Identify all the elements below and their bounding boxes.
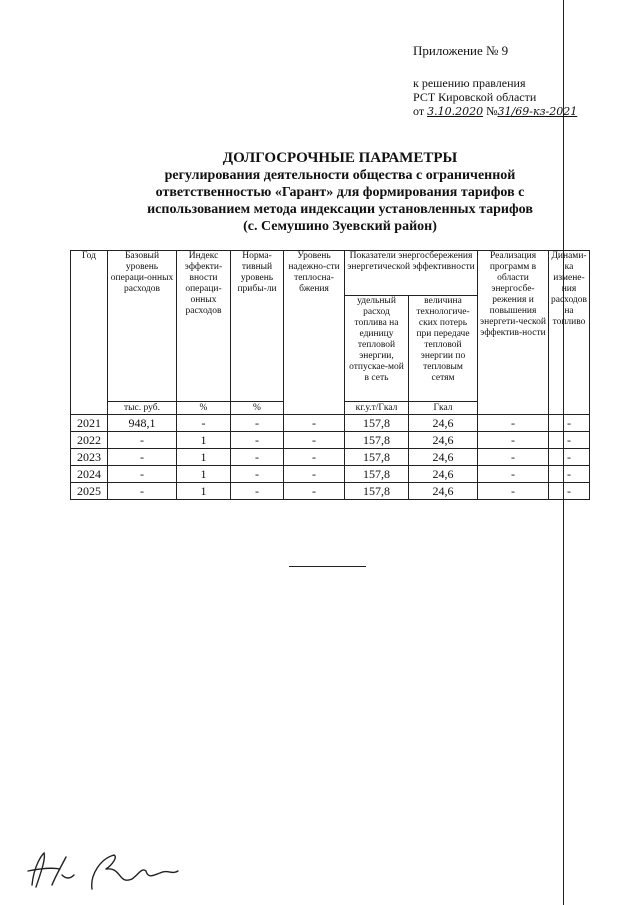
cell-fuel-rate: 157,8 (345, 415, 409, 432)
cell-base-level: - (108, 432, 177, 449)
cell-programs: - (478, 432, 549, 449)
cell-losses: 24,6 (409, 466, 478, 483)
cell-programs: - (478, 415, 549, 432)
decision-line2: РСТ Кировской области (413, 90, 537, 104)
cell-year: 2023 (71, 449, 108, 466)
cell-profit-level: - (231, 483, 284, 500)
cell-losses: 24,6 (409, 483, 478, 500)
cell-fuel-rate: 157,8 (345, 432, 409, 449)
cell-fuel-rate: 157,8 (345, 466, 409, 483)
header-base-level: Базовый уровень операци-онных расходов (108, 251, 177, 402)
header-energy-group: Показатели энергосбережения энергетической эффективности (345, 251, 478, 296)
table-row (71, 449, 590, 466)
cell-reliability: - (284, 466, 345, 483)
cell-fuel-rate: 157,8 (345, 483, 409, 500)
header-dynamics: Динами-ка измене-ния расходов на топливо (549, 251, 590, 415)
cell-reliability: - (284, 432, 345, 449)
unit-profit-level: % (231, 402, 284, 415)
cell-year: 2025 (71, 483, 108, 500)
parameters-table (70, 250, 590, 500)
from-label: от (413, 104, 425, 118)
decision-date-line (413, 104, 577, 119)
cell-base-level: - (108, 449, 177, 466)
cell-efficiency-index: 1 (177, 449, 231, 466)
cell-profit-level: - (231, 449, 284, 466)
cell-dynamics: - (549, 415, 590, 432)
cell-base-level: 948,1 (108, 415, 177, 432)
number-label: № (486, 104, 498, 118)
cell-dynamics: - (549, 449, 590, 466)
unit-fuel-rate: кг.у.т/Гкал (345, 402, 409, 415)
header-year: Год (71, 251, 108, 415)
cell-year: 2021 (71, 415, 108, 432)
cell-programs: - (478, 466, 549, 483)
handwritten-signature (22, 845, 182, 895)
cell-year: 2022 (71, 432, 108, 449)
cell-efficiency-index: 1 (177, 483, 231, 500)
appendix-number: Приложение № 9 (413, 43, 509, 58)
title-line1: ДОЛГОСРОЧНЫЕ ПАРАМЕТРЫ (222, 150, 458, 166)
cell-efficiency-index: - (177, 415, 231, 432)
header-profit-level: Норма-тивный уровень прибы-ли (231, 251, 284, 402)
table-row (71, 483, 590, 500)
title-line5: (с. Семушино Зуевский район) (243, 219, 437, 234)
title-line4: использованием метода индексации установленных тарифов (147, 202, 533, 217)
cell-reliability: - (284, 415, 345, 432)
decision-date: 3.10.2020 (427, 105, 484, 118)
decision-reference (413, 76, 577, 119)
cell-year: 2024 (71, 466, 108, 483)
cell-programs: - (478, 449, 549, 466)
cell-dynamics: - (549, 483, 590, 500)
cell-efficiency-index: 1 (177, 466, 231, 483)
document-title (90, 150, 590, 235)
header-fuel-rate: удельный расход топлива на единицу тепловой энергии, отпускае-мой в сеть (345, 296, 409, 402)
cell-programs: - (478, 483, 549, 500)
closing-rule (289, 566, 366, 567)
cell-losses: 24,6 (409, 415, 478, 432)
header-reliability: Уровень надежно-сти теплосна-бжения (284, 251, 345, 415)
unit-efficiency-index: % (177, 402, 231, 415)
cell-base-level: - (108, 466, 177, 483)
cell-dynamics: - (549, 466, 590, 483)
cell-base-level: - (108, 483, 177, 500)
title-line2: регулирования деятельности общества с ограниченной (164, 168, 516, 183)
header-programs: Реализация программ в области энергосбе-режения и повышения энергети-ческой эффектив-ности (478, 251, 549, 415)
cell-efficiency-index: 1 (177, 432, 231, 449)
header-row-1 (71, 251, 590, 296)
cell-losses: 24,6 (409, 449, 478, 466)
cell-fuel-rate: 157,8 (345, 449, 409, 466)
cell-reliability: - (284, 449, 345, 466)
table-row (71, 432, 590, 449)
unit-base-level: тыс. руб. (108, 402, 177, 415)
cell-reliability: - (284, 483, 345, 500)
cell-losses: 24,6 (409, 432, 478, 449)
title-line3: ответственностью «Гарант» для формирования тарифов с (155, 185, 525, 200)
unit-losses: Гкал (409, 402, 478, 415)
cell-profit-level: - (231, 432, 284, 449)
cell-profit-level: - (231, 466, 284, 483)
table-row (71, 466, 590, 483)
cell-dynamics: - (549, 432, 590, 449)
cell-profit-level: - (231, 415, 284, 432)
header-efficiency-index: Индекс эффекти-вности операци-онных расходов (177, 251, 231, 402)
decision-line1: к решению правления (413, 76, 526, 90)
table-row (71, 415, 590, 432)
header-losses: величина технологиче-ских потерь при передаче тепловой энергии по тепловым сетям (409, 296, 478, 402)
decision-number: 31/69-кз-2021 (497, 105, 578, 118)
